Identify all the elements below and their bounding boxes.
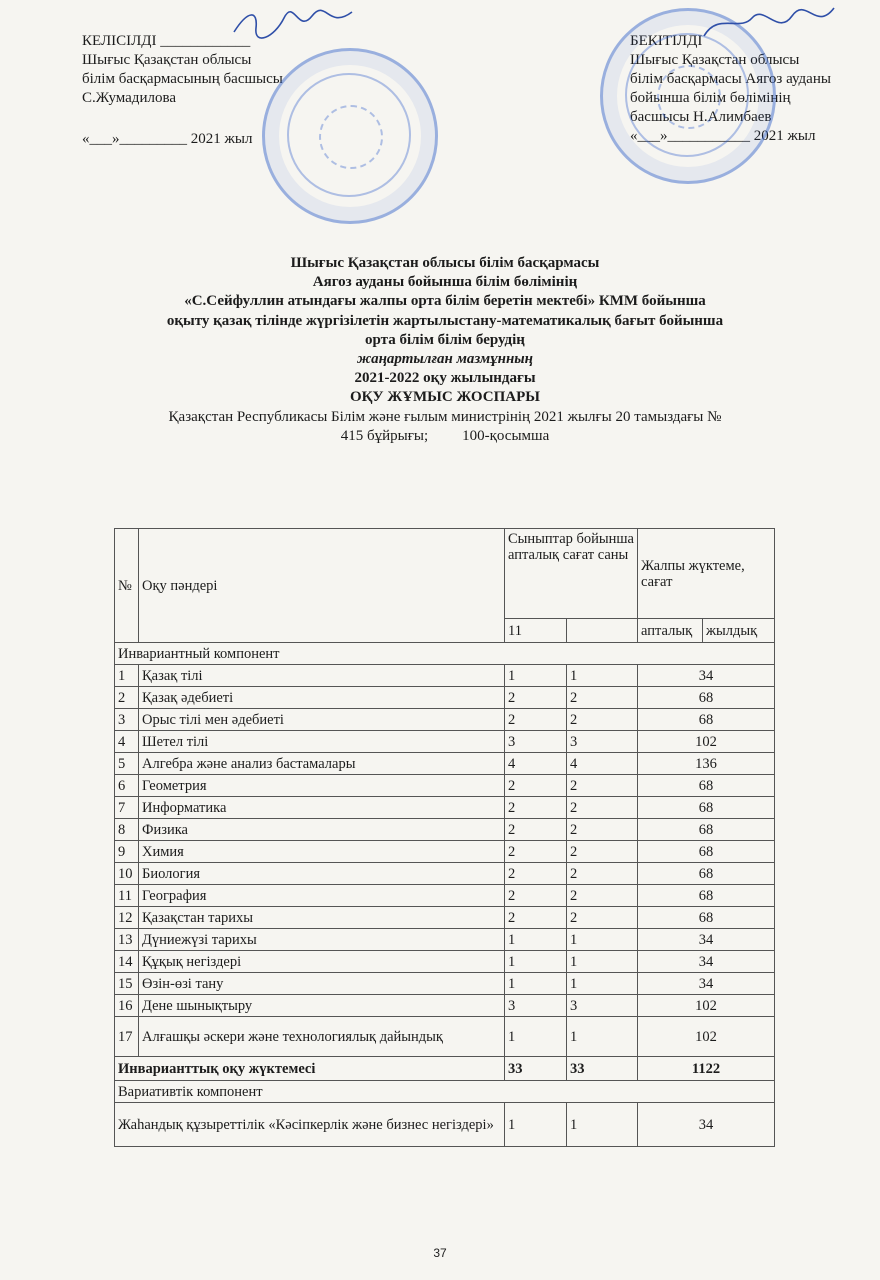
row-subject: Шетел тілі	[139, 731, 505, 753]
order-line	[100, 427, 790, 446]
row-grade11: 1	[505, 665, 567, 687]
row-grade11: 1	[505, 973, 567, 995]
row-yearly: 34	[638, 665, 775, 687]
row-yearly: 68	[638, 775, 775, 797]
row-weekly: 1	[567, 929, 638, 951]
row-no: 12	[115, 907, 139, 929]
row-yearly: 102	[638, 1017, 775, 1057]
table-row	[115, 731, 775, 753]
heading-line7: 2021-2022 оқу жылындағы	[354, 370, 536, 387]
header-weekly-col: апталық	[638, 619, 703, 643]
header-grade-11: 11	[505, 619, 567, 643]
document-heading	[100, 254, 790, 446]
row-weekly: 2	[567, 819, 638, 841]
heading-line2: Аягоз ауданы бойынша білім бөлімінің	[312, 274, 578, 291]
header-total-load: Жалпы жүктеме, сағат	[638, 529, 775, 619]
row-yearly: 34	[638, 973, 775, 995]
header-weekly-hours: Сыныптар бойынша апталық сағат саны	[505, 529, 638, 619]
row-weekly: 1	[567, 973, 638, 995]
curriculum-table	[114, 528, 775, 1147]
heading-line4: оқыту қазақ тілінде жүргізілетін жартылыстану-математикалық бағыт бойынша	[166, 312, 724, 329]
row-no: 3	[115, 709, 139, 731]
table-row	[115, 709, 775, 731]
table-row	[115, 841, 775, 863]
row-yearly: 68	[638, 709, 775, 731]
row-subject: Дене шынықтыру	[139, 995, 505, 1017]
row-weekly: 2	[567, 863, 638, 885]
heading-line5: орта білім білім берудің	[365, 331, 525, 348]
agreed-date: «___»_________ 2021 жыл	[82, 131, 253, 147]
section-variative-label: Вариативтік компонент	[115, 1081, 775, 1103]
row-subject: Биология	[139, 863, 505, 885]
emblem-icon	[657, 65, 721, 129]
section-row-invariant	[115, 643, 775, 665]
table-row	[115, 1103, 775, 1147]
header-no: №	[115, 529, 139, 643]
row-weekly: 2	[567, 775, 638, 797]
invariant-total-label: Инварианттық оқу жүктемесі	[115, 1057, 505, 1081]
row-yearly: 102	[638, 995, 775, 1017]
row-yearly: 34	[638, 951, 775, 973]
row-grade11: 2	[505, 907, 567, 929]
row-subject: Геометрия	[139, 775, 505, 797]
heading-line1: Шығыс Қазақстан облысы білім басқармасы	[290, 255, 600, 271]
agreed-name: С.Жумадилова	[82, 90, 176, 106]
official-stamp-left	[262, 48, 438, 224]
row-weekly: 1	[567, 1017, 638, 1057]
row-weekly: 3	[567, 731, 638, 753]
row-grade11: 2	[505, 819, 567, 841]
table-row	[115, 885, 775, 907]
table-row	[115, 775, 775, 797]
row-grade11: 1	[505, 1103, 567, 1147]
row-weekly: 1	[567, 1103, 638, 1147]
page-number: 37	[433, 1246, 447, 1260]
row-yearly: 68	[638, 797, 775, 819]
row-no: 5	[115, 753, 139, 775]
row-weekly: 2	[567, 841, 638, 863]
section-invariant-label: Инвариантный компонент	[115, 643, 775, 665]
table-body	[115, 529, 775, 1147]
document-title: ОҚУ ЖҰМЫС ЖОСПАРЫ	[350, 389, 540, 406]
invariant-total-row	[115, 1057, 775, 1081]
invariant-total-grade11: 33	[505, 1057, 567, 1081]
row-no: 17	[115, 1017, 139, 1057]
order-number: 415 бұйрығы;	[340, 427, 429, 444]
row-no: 9	[115, 841, 139, 863]
approved-line3: бойынша білім бөлімінің	[630, 90, 791, 106]
row-no: 1	[115, 665, 139, 687]
row-no: 8	[115, 819, 139, 841]
signature-left	[228, 4, 358, 44]
row-weekly: 2	[567, 907, 638, 929]
row-subject: Информатика	[139, 797, 505, 819]
row-grade11: 1	[505, 951, 567, 973]
stamp-inner-ring	[287, 73, 411, 197]
heading-line6: жаңартылған мазмұнның	[356, 351, 534, 368]
row-no: 4	[115, 731, 139, 753]
row-subject: Алгебра және анализ бастамалары	[139, 753, 505, 775]
row-subject: Химия	[139, 841, 505, 863]
row-no: 10	[115, 863, 139, 885]
invariant-total-yearly: 1122	[638, 1057, 775, 1081]
row-grade11: 3	[505, 995, 567, 1017]
row-grade11: 4	[505, 753, 567, 775]
row-weekly: 1	[567, 665, 638, 687]
heading-line9: Қазақстан Республикасы Білім және ғылым министрінің 2021 жылғы 20 тамыздағы №	[168, 408, 722, 425]
row-subject: География	[139, 885, 505, 907]
heading-line3: «С.Сейфуллин атындағы жалпы орта білім беретін мектебі» КММ бойынша	[184, 293, 706, 310]
row-grade11: 2	[505, 797, 567, 819]
agreed-block	[82, 32, 283, 149]
row-yearly: 34	[638, 929, 775, 951]
row-subject: Құқық негіздері	[139, 951, 505, 973]
row-no: 6	[115, 775, 139, 797]
agreed-line2: білім басқармасының басшысы	[82, 71, 283, 87]
table-row	[115, 995, 775, 1017]
row-subject: Қазақ тілі	[139, 665, 505, 687]
row-yearly: 102	[638, 731, 775, 753]
row-subject: Қазақ әдебиеті	[139, 687, 505, 709]
row-weekly: 1	[567, 951, 638, 973]
row-grade11: 2	[505, 863, 567, 885]
row-grade11: 3	[505, 731, 567, 753]
row-yearly: 68	[638, 885, 775, 907]
row-no: 14	[115, 951, 139, 973]
row-no: 11	[115, 885, 139, 907]
table-row	[115, 929, 775, 951]
approved-date: «___»___________ 2021 жыл	[630, 128, 816, 144]
row-weekly: 2	[567, 687, 638, 709]
section-row-variative	[115, 1081, 775, 1103]
table-row	[115, 687, 775, 709]
agreed-line1: Шығыс Қазақстан облысы	[82, 52, 252, 68]
row-subject: Жаһандық құзыреттілік «Кәсіпкерлік және бизнес негіздері»	[115, 1103, 505, 1147]
row-subject: Алғашқы әскери және технологиялық дайындық	[139, 1017, 505, 1057]
row-weekly: 2	[567, 885, 638, 907]
approved-line1: Шығыс Қазақстан облысы	[630, 52, 800, 68]
emblem-icon	[319, 105, 383, 169]
row-yearly: 68	[638, 863, 775, 885]
table-row	[115, 797, 775, 819]
row-no: 15	[115, 973, 139, 995]
row-grade11: 2	[505, 687, 567, 709]
row-subject: Қазақстан тарихы	[139, 907, 505, 929]
row-yearly: 68	[638, 687, 775, 709]
row-no: 13	[115, 929, 139, 951]
row-weekly: 4	[567, 753, 638, 775]
header-row	[115, 529, 775, 619]
table-row	[115, 1017, 775, 1057]
appendix-label: 100-қосымша	[462, 427, 550, 444]
row-grade11: 2	[505, 775, 567, 797]
table-row	[115, 753, 775, 775]
row-no: 2	[115, 687, 139, 709]
row-weekly: 3	[567, 995, 638, 1017]
row-weekly: 2	[567, 709, 638, 731]
row-grade11: 2	[505, 885, 567, 907]
signature-right	[700, 2, 840, 46]
header-subject: Оқу пәндері	[139, 529, 505, 643]
approved-line4: басшысы Н.Алимбаев	[630, 109, 772, 125]
row-subject: Орыс тілі мен әдебиеті	[139, 709, 505, 731]
row-yearly: 68	[638, 841, 775, 863]
table-row	[115, 951, 775, 973]
signature-line: ____________	[160, 33, 251, 49]
approved-line2: білім басқармасы Аягоз ауданы	[630, 71, 831, 87]
table-row	[115, 665, 775, 687]
table-row	[115, 973, 775, 995]
row-no: 16	[115, 995, 139, 1017]
row-yearly: 68	[638, 907, 775, 929]
table-row	[115, 863, 775, 885]
agreed-title: КЕЛІСІЛДІ	[82, 33, 157, 49]
row-subject: Физика	[139, 819, 505, 841]
stamp-inner-ring	[625, 33, 749, 157]
row-subject: Өзін-өзі тану	[139, 973, 505, 995]
row-no: 7	[115, 797, 139, 819]
row-subject: Дүниежүзі тарихы	[139, 929, 505, 951]
header-empty	[567, 619, 638, 643]
row-grade11: 2	[505, 841, 567, 863]
row-grade11: 1	[505, 929, 567, 951]
row-yearly: 136	[638, 753, 775, 775]
row-weekly: 2	[567, 797, 638, 819]
row-yearly: 68	[638, 819, 775, 841]
table-row	[115, 819, 775, 841]
approved-title: БЕКІТІЛДІ	[630, 33, 703, 49]
table-row	[115, 907, 775, 929]
row-grade11: 1	[505, 1017, 567, 1057]
header-yearly-col: жылдық	[703, 619, 775, 643]
invariant-total-weekly: 33	[567, 1057, 638, 1081]
row-yearly: 34	[638, 1103, 775, 1147]
row-grade11: 2	[505, 709, 567, 731]
